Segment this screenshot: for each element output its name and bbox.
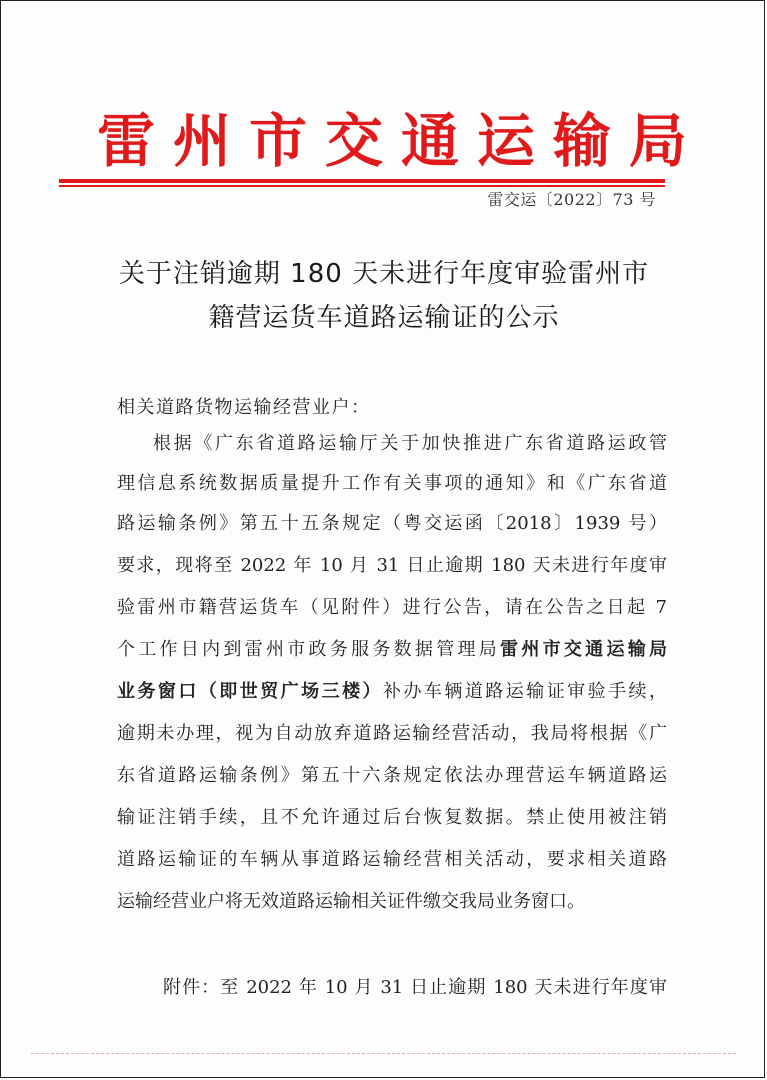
attachment-note: 附件：至 2022 年 10 月 31 日止逾期 180 天未进行年度审 [163, 977, 667, 998]
title-char: 运 [476, 107, 535, 175]
body-text: 个工作日内到雷州市政务服务数据管理局 [117, 639, 501, 660]
body-line: 根据《广东省道路运输厅关于加快推进广东省道路运政管 [153, 433, 667, 454]
salutation: 相关道路货物运输经营业户： [117, 397, 371, 418]
body-line: 输证注销手续，且不允许通过后台恢复数据。禁止使用被注销 [117, 807, 667, 828]
body-line: 运输经营业户将无效道路运输相关证件缴交我局业务窗口。 [117, 891, 585, 912]
red-header-rule-thick [59, 179, 665, 183]
issuing-authority-title [97, 107, 687, 175]
body-line: 理信息系统数据质量提升工作有关事项的通知》和《广东省道 [117, 473, 667, 494]
body-line-mixed [117, 679, 667, 705]
body-text-bold: 业务窗口（即世贸广场三楼） [117, 681, 383, 702]
title-char: 雷 [97, 107, 156, 175]
body-line: 验雷州市籍营运货车（见附件）进行公告，请在公告之日起 7 [117, 597, 667, 618]
body-text-bold: 雷州市交通运输局 [500, 639, 668, 660]
document-number: 雷交运〔2022〕73 号 [487, 190, 656, 209]
body-line: 路运输条例》第五十五条规定（粤交运函〔2018〕1939 号） [117, 513, 667, 534]
body-text: 补办车辆道路运输证审验手续， [383, 681, 667, 702]
notice-title-line-2: 籍营运货车道路运输证的公示 [208, 303, 560, 333]
body-line-mixed [117, 637, 667, 663]
title-char: 州 [172, 107, 231, 175]
body-line: 道路运输证的车辆从事道路运输经营相关活动，要求相关道路 [117, 849, 667, 870]
title-char: 市 [248, 107, 307, 175]
title-char: 输 [552, 107, 611, 175]
body-line: 逾期未办理，视为自动放弃道路运输经营活动，我局将根据《广 [117, 723, 667, 744]
body-line: 东省道路运输条例》第五十六条规定依法办理营运车辆道路运 [117, 765, 667, 786]
title-char: 通 [400, 107, 459, 175]
notice-title-line-1: 关于注销逾期 180 天未进行年度审验雷州市 [118, 259, 650, 289]
scan-artifact-line [31, 1053, 736, 1055]
title-char: 交 [324, 107, 383, 175]
title-char: 局 [628, 107, 687, 175]
body-line: 要求，现将至 2022 年 10 月 31 日止逾期 180 天未进行年度审 [117, 555, 667, 576]
